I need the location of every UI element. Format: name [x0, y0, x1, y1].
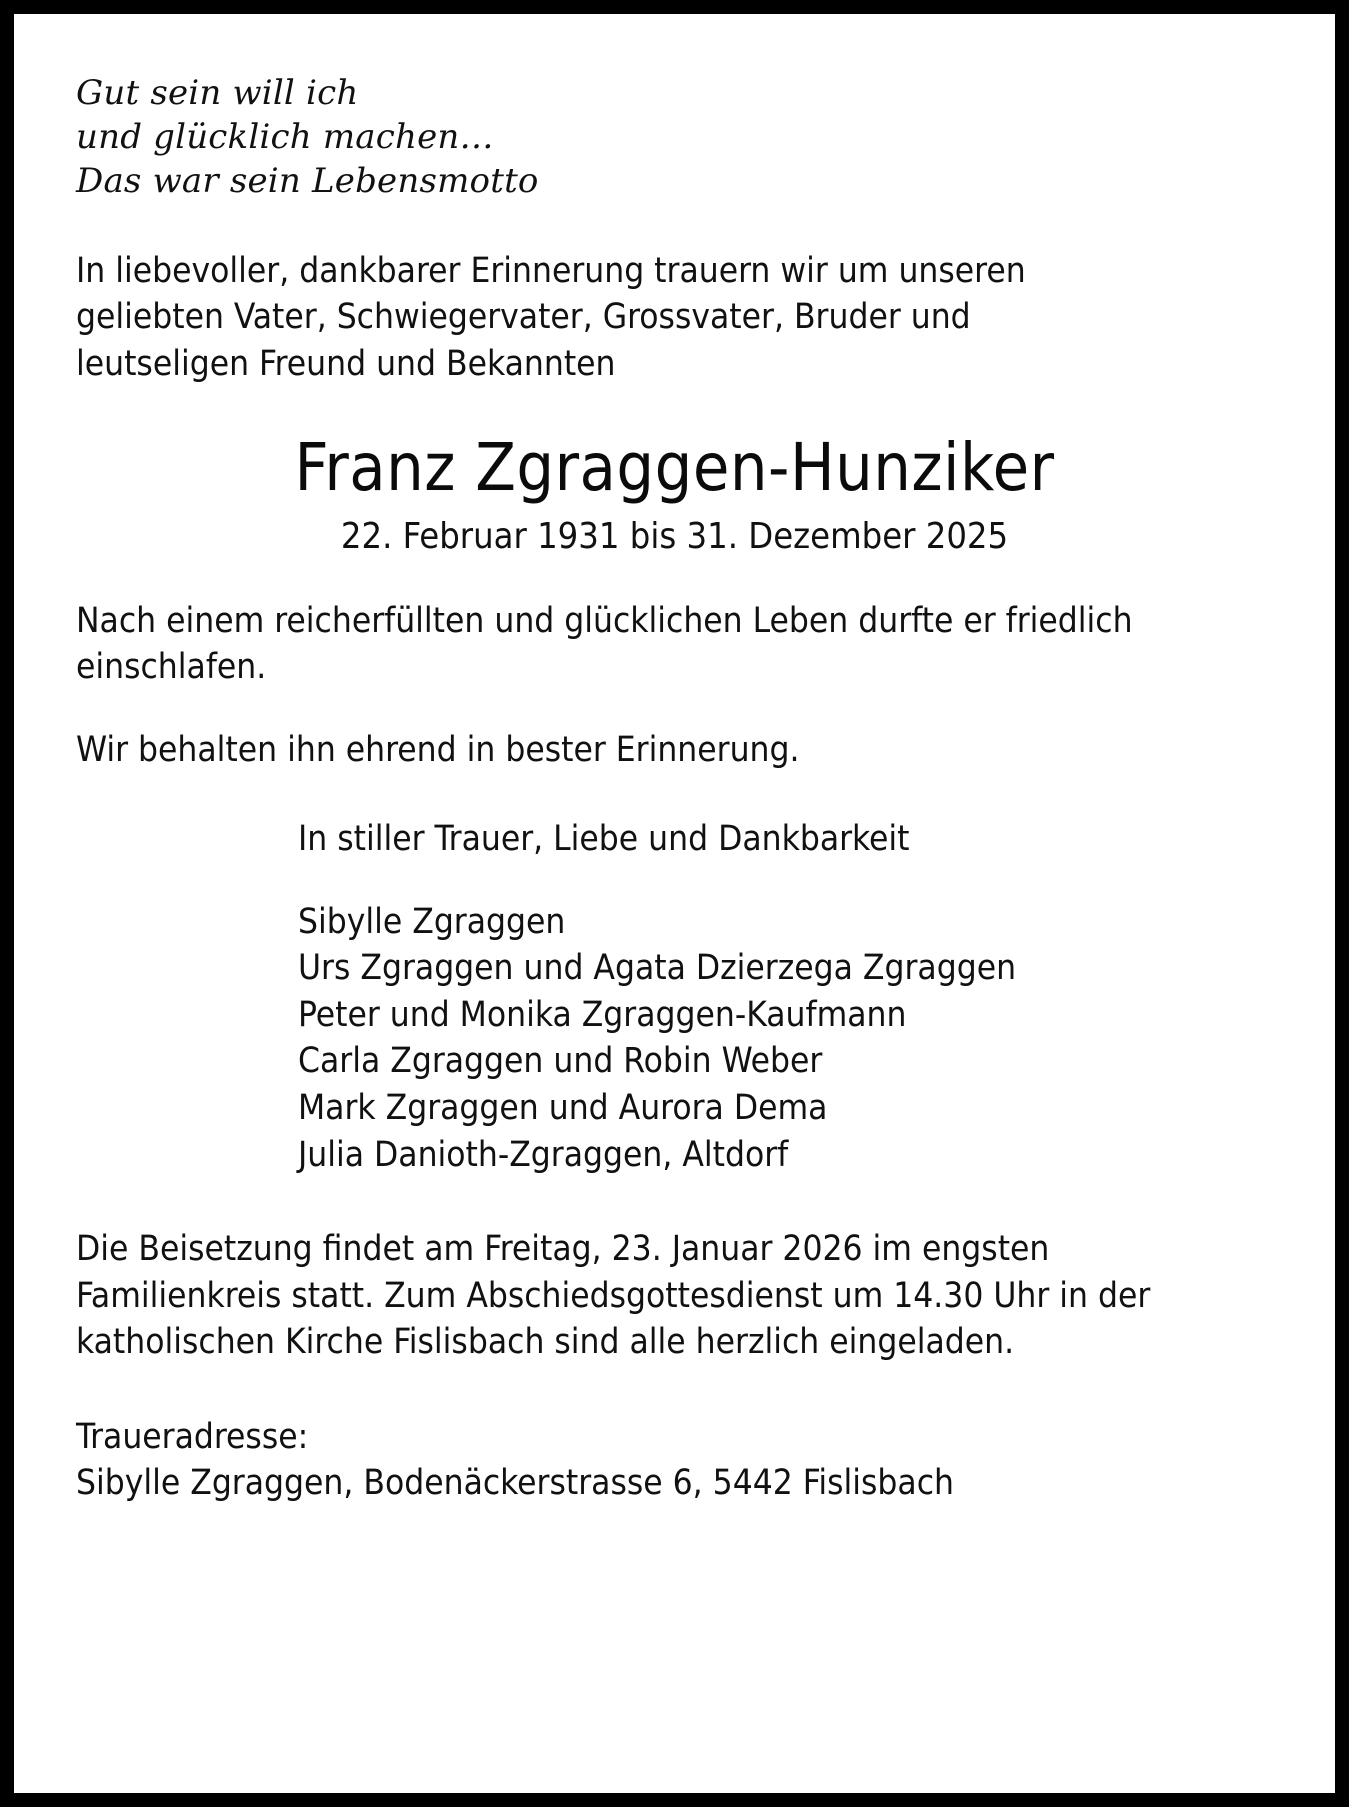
paragraph-remembrance: Wir behalten ihn ehrend in bester Erinnerung. [76, 729, 800, 770]
funeral-details-paragraph: Die Beisetzung findet am Freitag, 23. Januar 2026 im engsten Familienkreis statt. Zum Abschiedsgottesdienst um 14.30 Uhr in der katholischen Kirche Fislisbach sind alle herzlich eingeladen. [76, 1229, 1151, 1363]
condolence-address-block [76, 1414, 1283, 1507]
motto-line-2: und glücklich machen… [76, 116, 494, 157]
condolence-address-value: Sibylle Zgraggen, Bodenäckerstrasse 6, 5442 Fislisbach [76, 1463, 954, 1504]
list-item: Peter und Monika Zgraggen-Kaufmann [298, 994, 907, 1035]
mourning-heading: In stiller Trauer, Liebe und Dankbarkeit [298, 819, 910, 860]
mourning-block [66, 817, 1283, 1178]
deceased-life-dates: 22. Februar 1931 bis 31. Dezember 2025 [340, 515, 1009, 557]
motto-block [76, 72, 1283, 204]
condolence-address-label: Traueradresse: [76, 1416, 309, 1457]
motto-line-3: Das war sein Lebensmotto [76, 160, 539, 201]
list-item: Urs Zgraggen und Agata Dzierzega Zgraggen [298, 948, 1017, 989]
motto-line-1: Gut sein will ich [76, 73, 359, 113]
list-item: Julia Danioth-Zgraggen, Altdorf [298, 1134, 789, 1175]
list-item: Mark Zgraggen und Aurora Dema [298, 1088, 828, 1129]
paragraph-passing: Nach einem reicherfüllten und glücklichen Leben durfte er friedlich einschlafen. [76, 600, 1133, 688]
intro-paragraph: In liebevoller, dankbarer Erinnerung trauern wir um unseren geliebten Vater, Schwiegervater, Grossvater, Bruder und leutseligen Freund und Bekannten [76, 250, 1026, 384]
deceased-name-block [66, 429, 1283, 557]
list-item: Carla Zgraggen und Robin Weber [298, 1041, 823, 1082]
mourner-list [298, 899, 1283, 1178]
list-item: Sibylle Zgraggen [298, 901, 566, 942]
deceased-name: Franz Zgraggen-Hunziker [294, 429, 1055, 507]
